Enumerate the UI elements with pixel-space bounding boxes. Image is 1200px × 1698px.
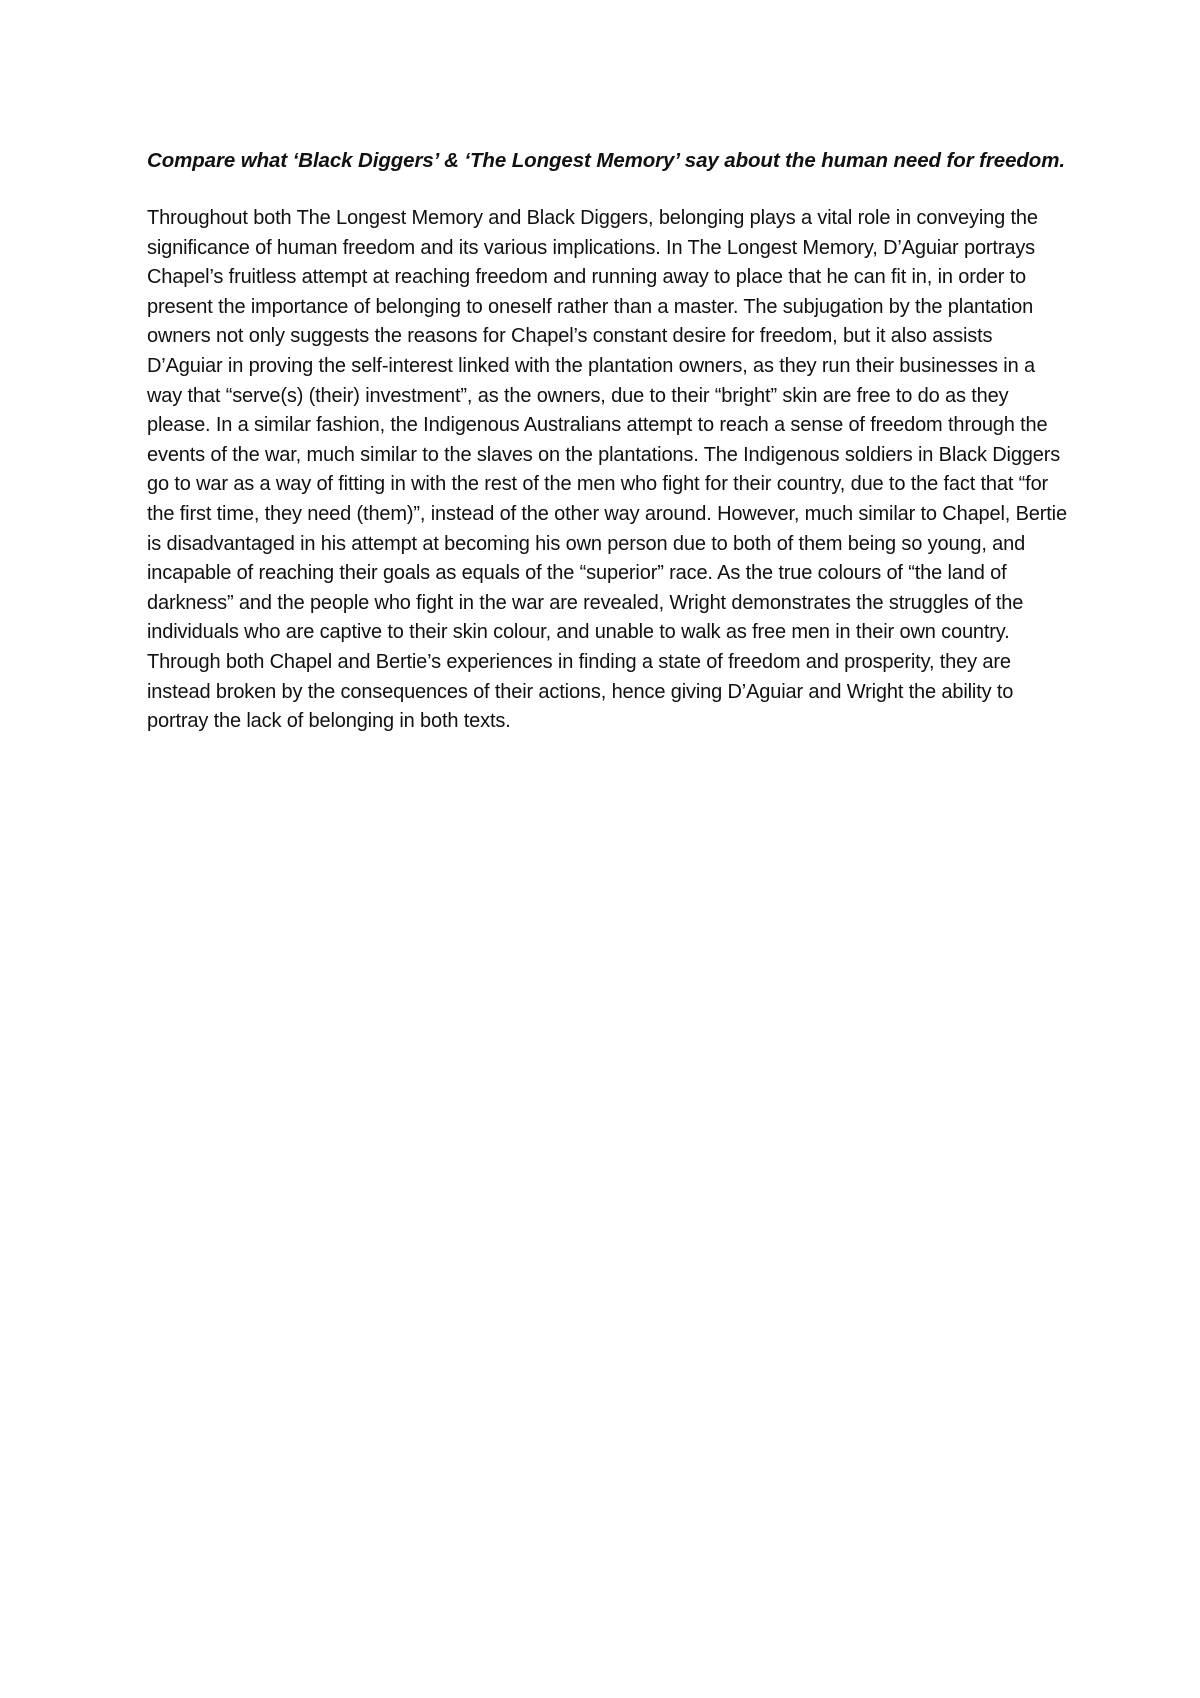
essay-paragraph: Throughout both The Longest Memory and Black Diggers, belonging plays a vital role in conveying the significance of human freedom and its various implications. In The Longest Memory, D’Aguiar portrays Chapel’s fruitless attempt at reaching freedom and running away to place that he can fit in, in order to present the importance of belonging to oneself rather than a master. The subjugation by the plantation owners not only suggests the reasons for Chapel’s constant desire for freedom, but it also assists D’Aguiar in proving the self-interest linked with the plantation owners, as they run their businesses in a way that “serve(s) (their) investment”, as the owners, due to their “bright” skin are free to do as they please. In a similar fashion, the Indigenous Australians attempt to reach a sense of freedom through the events of the war, much similar to the slaves on the plantations. The Indigenous soldiers in Black Diggers go to war as a way of fitting in with the rest of the men who fight for their country, due to the fact that “for the first time, they need (them)”, instead of the other way around. However, much similar to Chapel, Bertie is disadvantaged in his attempt at becoming his own person due to both of them being so young, and incapable of reaching their goals as equals of the “superior” race. As the true colours of “the land of darkness” and the people who fight in the war are revealed, Wright demonstrates the struggles of the individuals who are captive to their skin colour, and unable to walk as free men in their own country. Through both Chapel and Bertie’s experiences in finding a state of freedom and prosperity, they are instead broken by the consequences of their actions, hence giving D’Aguiar and Wright the ability to portray the lack of belonging in both texts. [147, 207, 1067, 733]
document-content [147, 146, 1067, 737]
essay-question-heading: Compare what ‘Black Diggers’ & ‘The Longest Memory’ say about the human need for freedom. [147, 149, 1065, 172]
